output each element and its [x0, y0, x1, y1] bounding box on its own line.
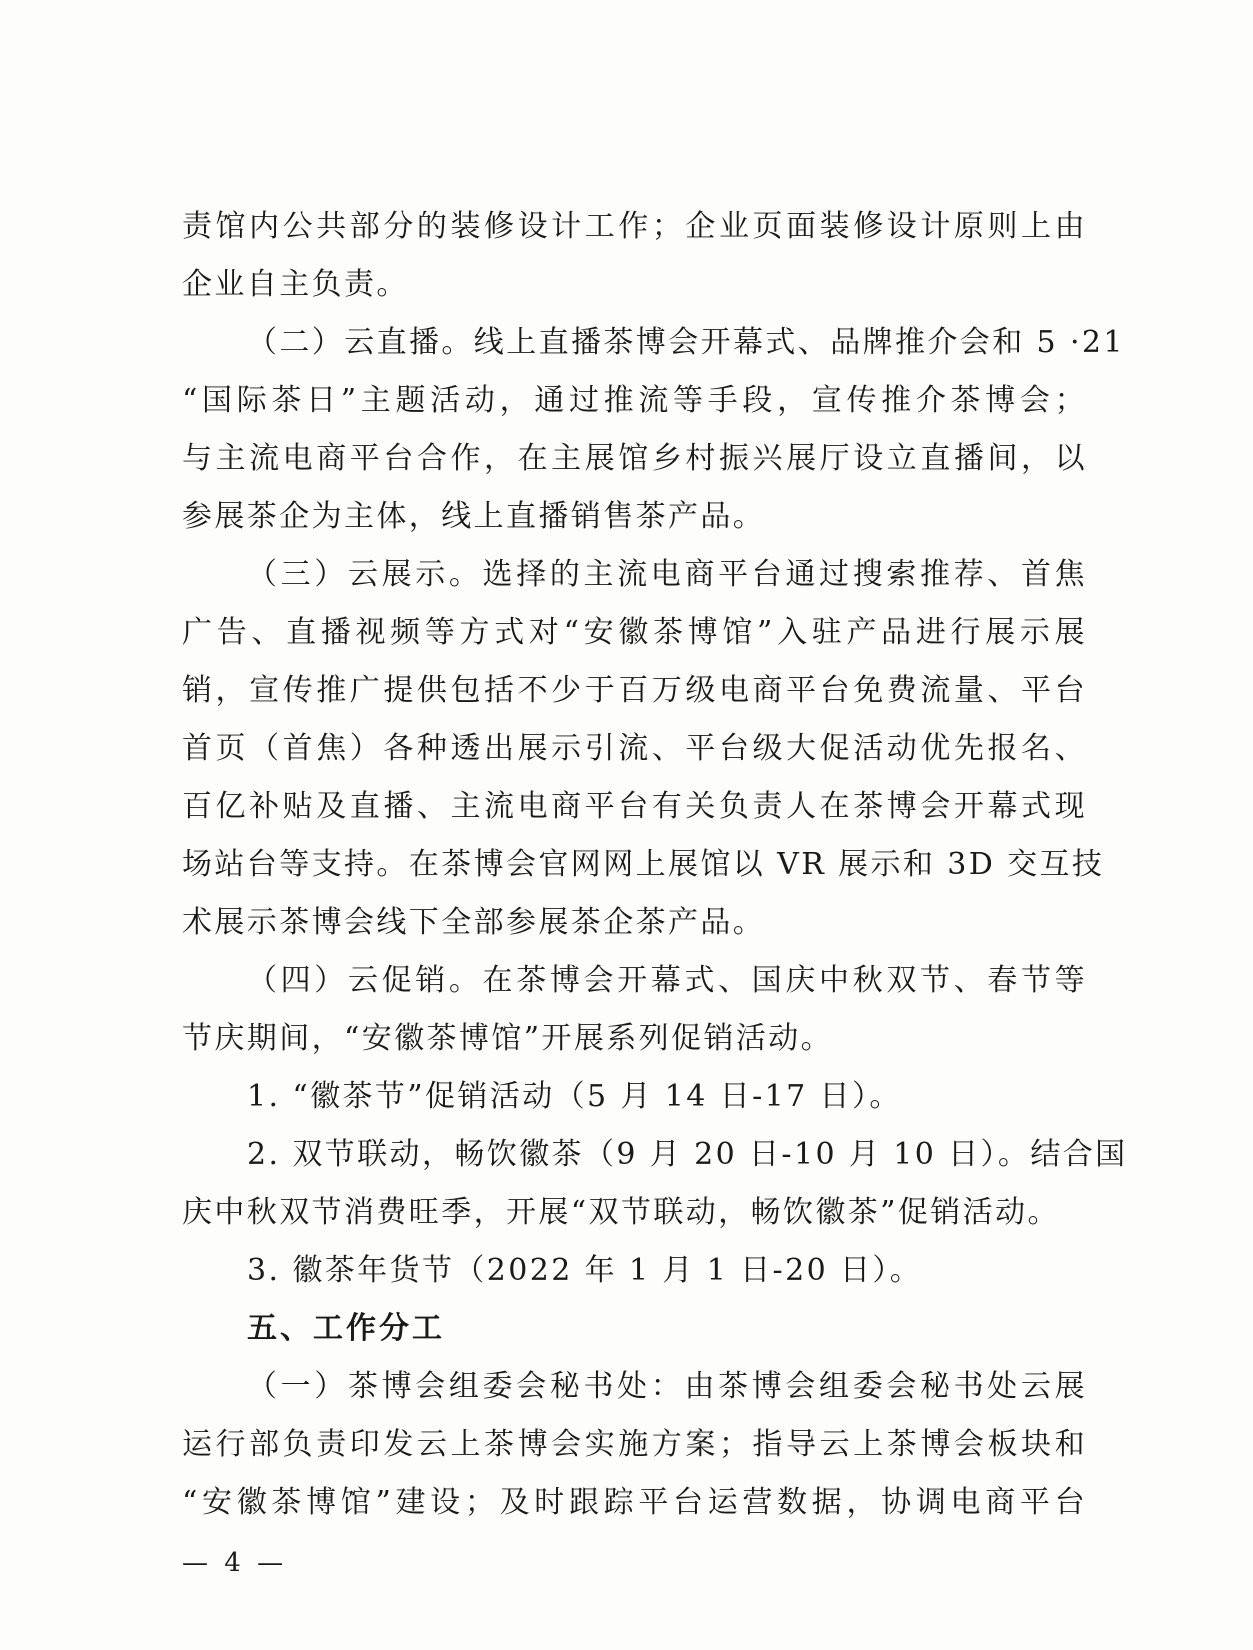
text-line: 与主流电商平台合作，在主展馆乡村振兴展厅设立直播间，以 [182, 441, 1087, 476]
text-line: 参展茶企为主体，线上直播销售茶产品。 [182, 499, 766, 534]
text-line: 首页（首焦）各种透出展示引流、平台级大促活动优先报名、 [182, 731, 1087, 766]
text-line: （一）茶博会组委会秘书处：由茶博会组委会秘书处云展 [247, 1369, 1087, 1404]
text-line: （四）云促销。在茶博会开幕式、国庆中秋双节、春节等 [247, 963, 1087, 998]
text-line: （二）云直播。线上直播茶博会开幕式、品牌推介会和 5 ·21 [247, 325, 1125, 360]
list-item: 2. 双节联动，畅饮徽茶（9 月 20 日-10 月 10 日）。结合国 [247, 1137, 1128, 1172]
text-line: “安徽茶博馆”建设；及时跟踪平台运营数据，协调电商平台 [182, 1485, 1087, 1520]
text-line: 节庆期间，“安徽茶博馆”开展系列促销活动。 [182, 1021, 834, 1056]
text-line: 百亿补贴及直播、主流电商平台有关负责人在茶博会开幕式现 [182, 789, 1087, 824]
text-line: “国际茶日”主题活动，通过推流等手段，宣传推介茶博会； [182, 383, 1087, 418]
body-text [182, 198, 1128, 1532]
text-line: 广告、直播视频等方式对“安徽茶博馆”入驻产品进行展示展 [182, 615, 1087, 650]
list-item: 1. “徽茶节”促销活动（5 月 14 日-17 日）。 [247, 1079, 902, 1114]
text-line: 术展示茶博会线下全部参展茶企茶产品。 [182, 905, 766, 940]
list-item: 3. 徽茶年货节（2022 年 1 月 1 日-20 日）。 [247, 1253, 923, 1288]
text-line: 庆中秋双节消费旺季，开展“双节联动，畅饮徽茶”促销活动。 [182, 1195, 1060, 1230]
text-line: 企业自主负责。 [182, 267, 409, 302]
section-heading: 五、工作分工 [247, 1311, 445, 1346]
text-line: 销，宣传推广提供包括不少于百万级电商平台免费流量、平台 [182, 673, 1087, 708]
text-line: 运行部负责印发云上茶博会实施方案；指导云上茶博会板块和 [182, 1427, 1087, 1462]
page-number: — 4 — [182, 1548, 288, 1578]
text-line: 场站台等支持。在茶博会官网网上展馆以 VR 展示和 3D 交互技 [182, 847, 1105, 882]
text-line: 责馆内公共部分的装修设计工作；企业页面装修设计原则上由 [182, 209, 1087, 244]
text-line: （三）云展示。选择的主流电商平台通过搜索推荐、首焦 [247, 557, 1087, 592]
